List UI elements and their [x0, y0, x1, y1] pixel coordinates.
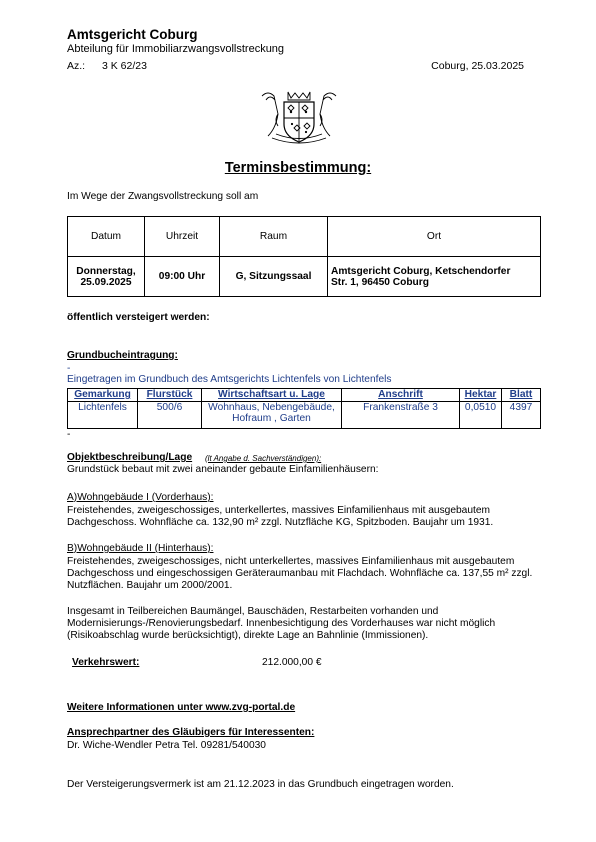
header-hektar: Hektar [460, 389, 502, 402]
contact-heading: Ansprechpartner des Gläubigers für Interessenten: [67, 727, 315, 738]
building-a-title-text: A)Wohngebäude I (Vorderhaus): [67, 492, 214, 503]
object-intro: Grundstück bebaut mit zwei aneinander gebaute Einfamilienhäusern: [67, 464, 379, 475]
building-a-text: Freistehendes, zweigeschossiges, unterkellertes, massives Einfamilienhaus mit ausgebautem Dachgeschoss. Wohnfläche ca. 132,90 m² zzgl. Nutzfläche KG, Spitzboden. Baujahr um 1931. [67, 505, 494, 528]
grundbuch-dash-after: - [67, 429, 71, 440]
building-b-title-text: B)Wohngebäude II (Hinterhaus): [67, 543, 214, 554]
header-datum: Datum [68, 217, 145, 257]
cell-flurstueck: 500/6 [138, 402, 202, 429]
department: Abteilung für Immobiliarzwangsvollstreckung [67, 43, 285, 55]
lage-line-1: Wohnhaus, Nebengebäude, [208, 402, 335, 413]
cell-lage [202, 402, 342, 429]
object-summary: Insgesamt in Teilbereichen Baumängel, Bauschäden, Restarbeiten vorhanden und Modernisierungs-/Renovierungsbedarf. Innenbesichtigung des Vorderhauses war nicht möglich (Risikoabschlag wurde berücksichtigt), direkte Lage an Bahnlinie (Immissionen). [67, 606, 496, 641]
object-heading: Objektbeschreibung/Lage [67, 452, 193, 463]
appointment-place [328, 257, 541, 297]
bavarian-coat-of-arms-icon [258, 88, 340, 148]
verkehrswert-label: Verkehrswert: [72, 657, 140, 668]
registration-note: Der Versteigerungsvermerk ist am 21.12.2023 in das Grundbuch eingetragen worden. [67, 779, 454, 790]
grundbuch-dash: - [67, 363, 71, 374]
date-line-1: Donnerstag, [76, 265, 136, 277]
header-uhrzeit: Uhrzeit [145, 217, 220, 257]
header-flurstueck: Flurstück [138, 389, 202, 402]
header-wirtschaftsart: Wirtschaftsart u. Lage [202, 389, 342, 402]
cell-hektar: 0,0510 [460, 402, 502, 429]
publicly-auctioned: öffentlich versteigert werden: [67, 312, 210, 323]
az-value: 3 K 62/23 [102, 60, 147, 72]
appointment-table [67, 216, 541, 297]
verkehrswert-value: 212.000,00 € [262, 657, 322, 668]
building-b-title [67, 543, 213, 554]
date-line-2: 25.09.2025 [80, 276, 132, 288]
header-ort: Ort [328, 217, 541, 257]
table-header-row [68, 389, 541, 402]
grundbuch-heading: Grundbucheintragung: [67, 350, 178, 361]
table-header-row [68, 217, 541, 257]
header-blatt: Blatt [502, 389, 541, 402]
appointment-date [68, 257, 145, 297]
building-a-title [67, 492, 214, 503]
table-row [68, 402, 541, 429]
object-note: (lt Angabe d. Sachverständigen): [205, 454, 322, 463]
cell-blatt: 4397 [502, 402, 541, 429]
header-anschrift: Anschrift [342, 389, 460, 402]
appointment-room: G, Sitzungssaal [220, 257, 328, 297]
cell-gemarkung: Lichtenfels [68, 402, 138, 429]
intro-text: Im Wege der Zwangsvollstreckung soll am [67, 191, 259, 202]
grundbuch-table [67, 388, 541, 429]
place-line-1: Amtsgericht Coburg, Ketschendorfer [331, 265, 511, 277]
place-line-2: Str. 1, 96450 Coburg [331, 276, 429, 288]
header-gemarkung: Gemarkung [68, 389, 138, 402]
cell-anschrift: Frankenstraße 3 [342, 402, 460, 429]
table-row [68, 257, 541, 297]
court-name: Amtsgericht Coburg [67, 27, 198, 42]
grundbuch-entry: Eingetragen im Grundbuch des Amtsgerichts Lichtenfels von Lichtenfels [67, 374, 392, 385]
place-date: Coburg, 25.03.2025 [431, 60, 524, 72]
building-b-text: Freistehendes, zweigeschossiges, nicht unterkellertes, massives Einfamilienhaus mit ausgebautem Dachgeschoss und eingeschossigen Geräteraumanbau mit Flachdach. Wohnfläche ca. 137,55 m² zzgl. Nutzflächen. Baujahr um 2000/2001. [67, 556, 533, 591]
az-label: Az.: [67, 60, 86, 72]
contact-text: Dr. Wiche-Wendler Petra Tel. 09281/540030 [67, 740, 266, 751]
header-raum: Raum [220, 217, 328, 257]
appointment-time: 09:00 Uhr [145, 257, 220, 297]
document-title: Terminsbestimmung: [224, 160, 372, 176]
more-info-link[interactable]: Weitere Informationen unter www.zvg-portal.de [67, 702, 296, 713]
lage-line-2: Hofraum , Garten [232, 413, 311, 424]
